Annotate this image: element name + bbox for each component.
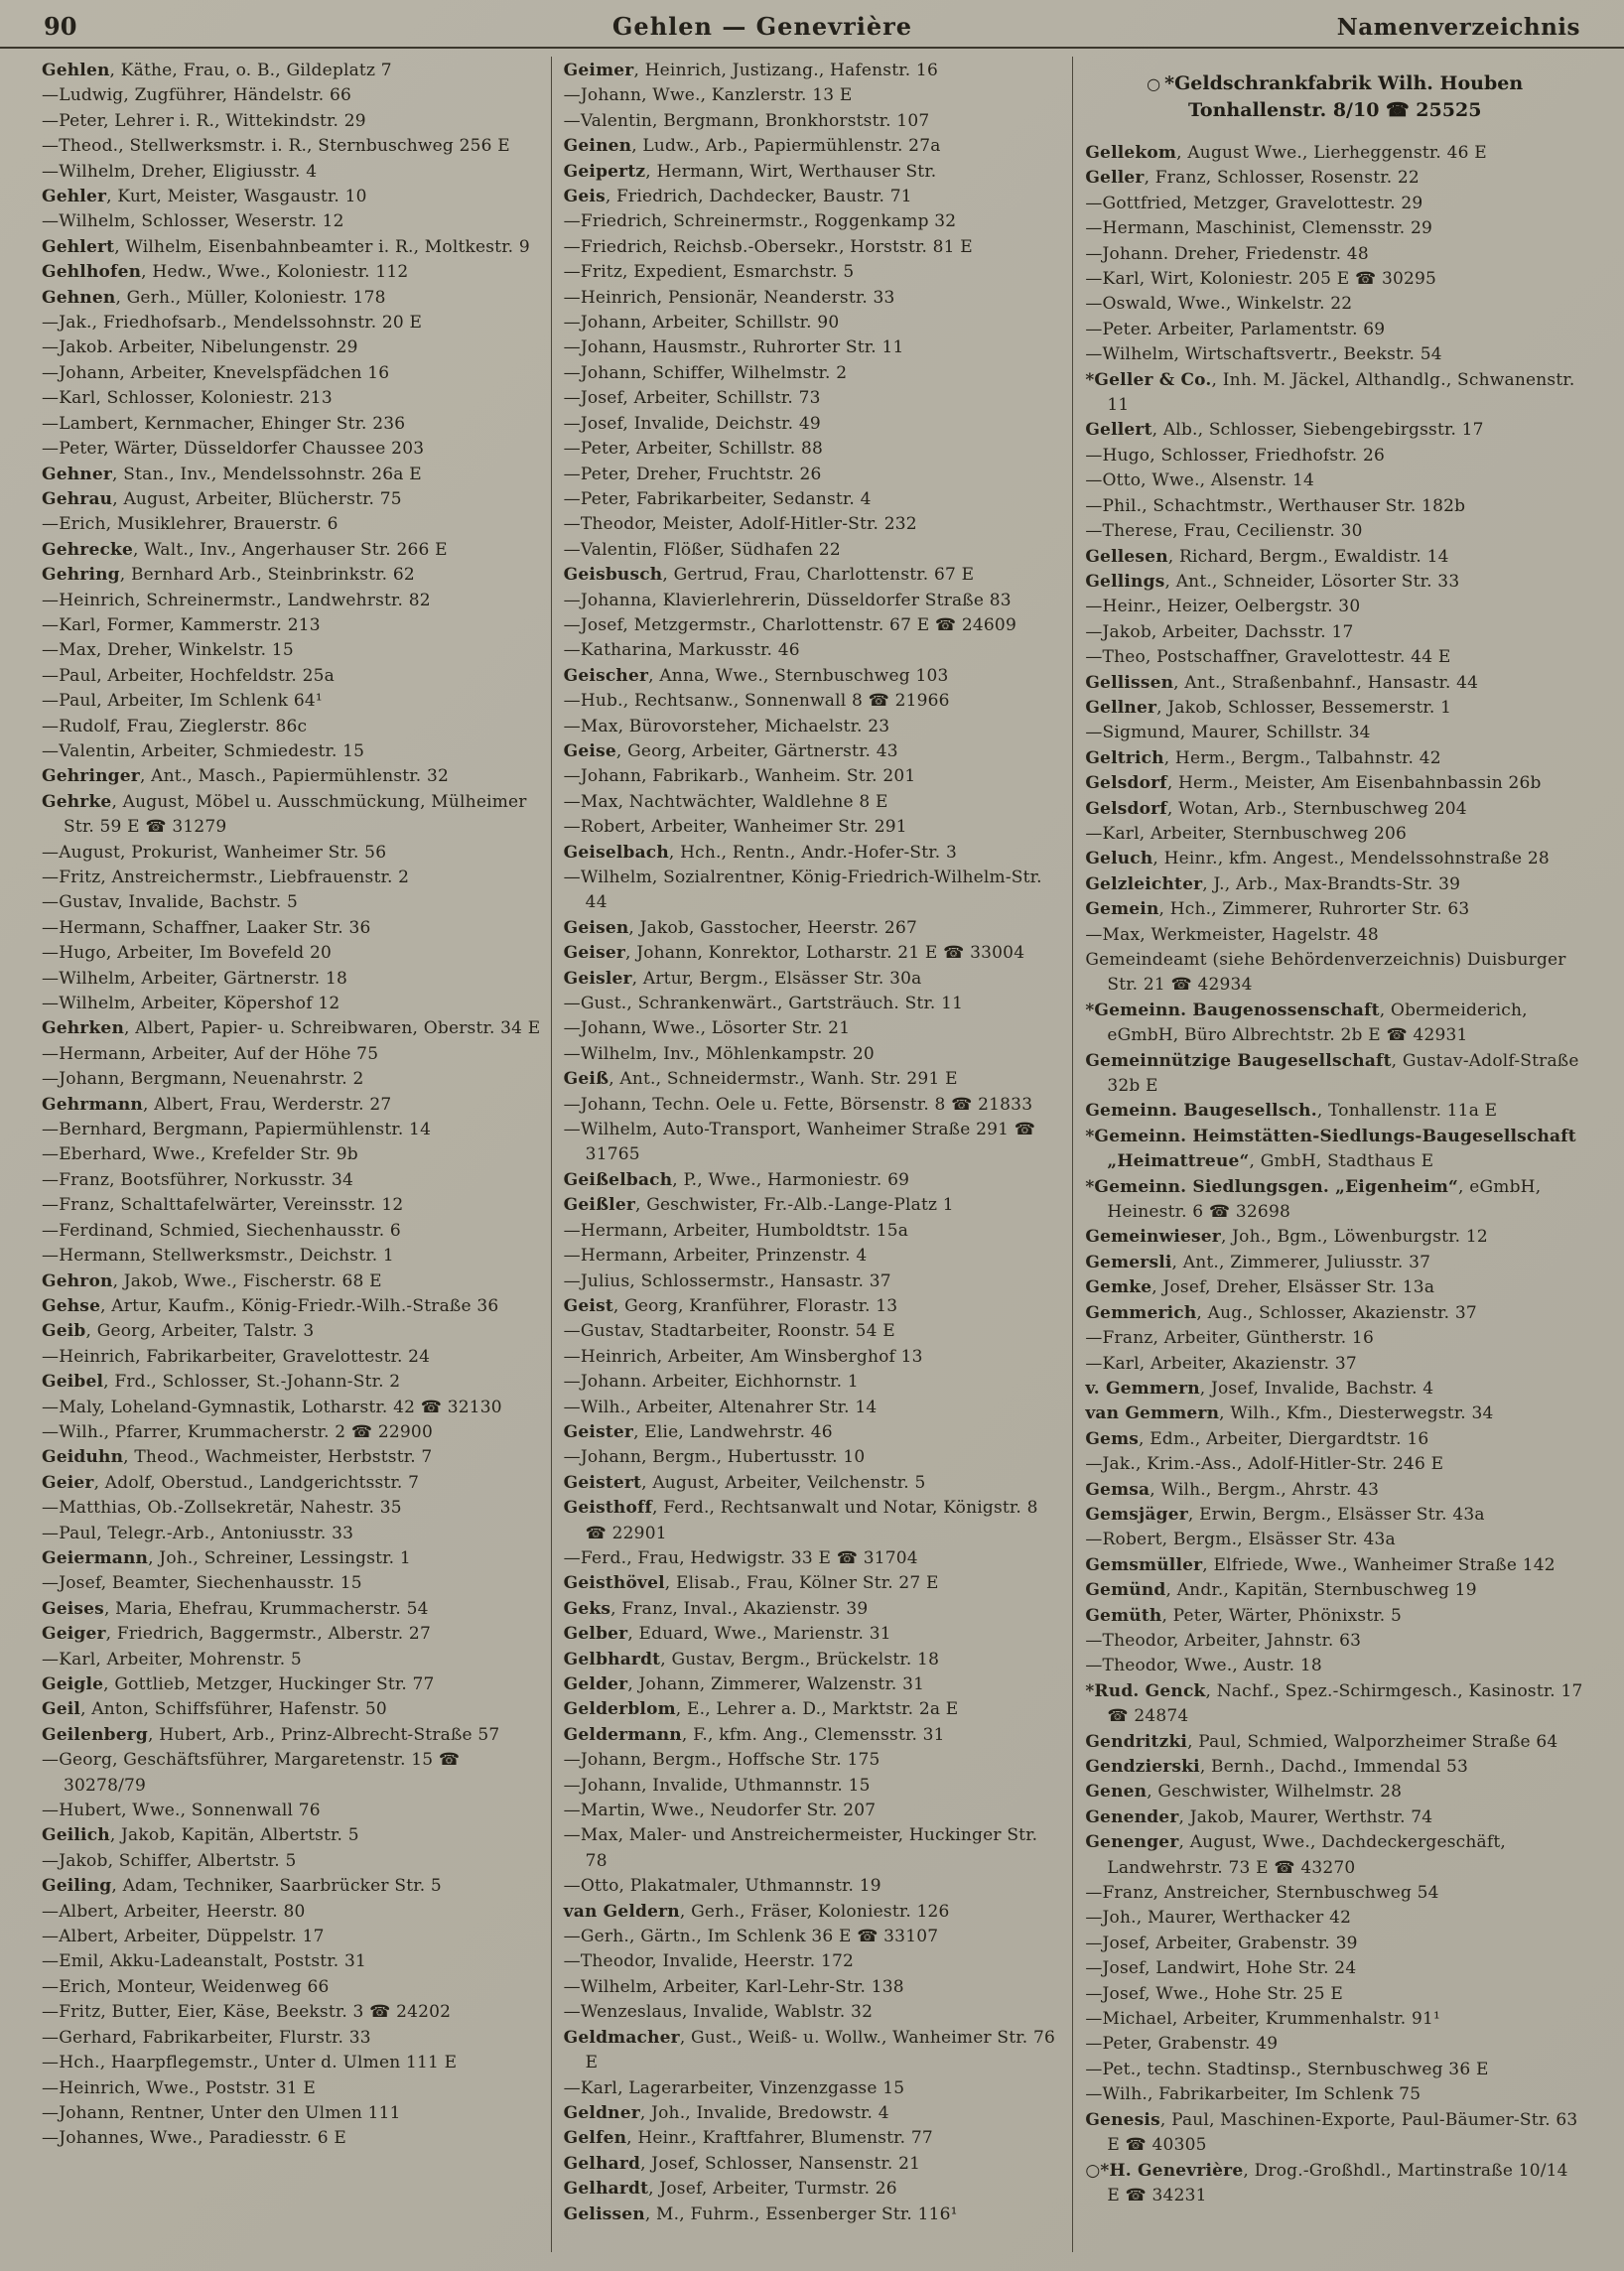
directory-entry: Gehrmann, Albert, Frau, Werderstr. 27	[42, 1094, 392, 1115]
directory-entry: —Johann, Arbeiter, Knevelspfädchen 16	[42, 362, 390, 383]
directory-entry: Genender, Jakob, Maurer, Werthstr. 74	[1085, 1806, 1433, 1827]
directory-entry: Geluch, Heinr., kfm. Angest., Mendelssohnstraße 28	[1085, 849, 1550, 869]
directory-entry: —Gustav, Stadtarbeiter, Roonstr. 54 E	[563, 1321, 895, 1342]
directory-entry: Geiser, Johann, Konrektor, Lotharstr. 21 E ☎ 33004	[563, 943, 1025, 964]
directory-entry: —Franz, Schalttafelwärter, Vereinsstr. 12	[42, 1195, 404, 1216]
directory-entry: —Fritz, Expedient, Esmarchstr. 5	[563, 262, 855, 283]
directory-entry: —Max, Bürovorsteher, Michaelstr. 23	[563, 716, 890, 736]
directory-entry: Gemersli, Ant., Zimmerer, Juliusstr. 37	[1085, 1252, 1431, 1272]
directory-entry: Gehring, Bernhard Arb., Steinbrinkstr. 62	[42, 565, 415, 586]
directory-entry: —Johann, Bergmann, Neuenahrstr. 2	[42, 1069, 364, 1090]
directory-entry: Geiermann, Joh., Schreiner, Lessingstr. 1	[42, 1547, 411, 1568]
directory-entry: Geisen, Jakob, Gasstocher, Heerstr. 267	[563, 917, 917, 938]
directory-entry: —Albert, Arbeiter, Heerstr. 80	[42, 1901, 306, 1922]
column-3-entries	[1085, 141, 1584, 2208]
directory-entry: —Theod., Stellwerksmstr. i. R., Sternbuschweg 256 E	[42, 136, 510, 157]
directory-entry: —Wilhelm, Arbeiter, Gärtnerstr. 18	[42, 968, 348, 989]
directory-entry: —Rudolf, Frau, Zieglerstr. 86c	[42, 716, 308, 736]
directory-entry: —Peter, Grabenstr. 49	[1085, 2034, 1279, 2055]
directory-entry: —Peter, Lehrer i. R., Wittekindstr. 29	[42, 110, 366, 131]
directory-entry: —Hub., Rechtsanw., Sonnenwall 8 ☎ 21966	[563, 691, 950, 712]
directory-entry: —Valentin, Flößer, Südhafen 22	[563, 539, 841, 560]
directory-entry: —Wilhelm, Sozialrentner, König-Friedrich-Wilhelm-Str. 44	[563, 868, 1042, 913]
directory-entry: Gelsdorf, Herm., Meister, Am Eisenbahnbassin 26b	[1085, 773, 1542, 794]
directory-entry: —Theo, Postschaffner, Gravelottestr. 44 E	[1085, 647, 1451, 668]
directory-entry: —Gerh., Gärtn., Im Schlenk 36 E ☎ 33107	[563, 1927, 939, 1947]
directory-entry: Geißler, Geschwister, Fr.-Alb.-Lange-Platz 1	[563, 1195, 954, 1216]
directory-entry: —Karl, Arbeiter, Mohrenstr. 5	[42, 1649, 302, 1670]
advertisement-address: Tonhallenstr. 8/10 ☎ 25525	[1187, 99, 1482, 121]
directory-entry: Geisthoff, Ferd., Rechtsanwalt und Notar, Königstr. 8 ☎ 22901	[563, 1498, 1038, 1543]
directory-entry: Gelhard, Josef, Schlosser, Nansenstr. 21	[563, 2153, 921, 2174]
directory-entry: —Josef, Wwe., Hohe Str. 25 E	[1085, 1983, 1344, 2004]
directory-entry: —Josef, Landwirt, Hohe Str. 24	[1085, 1958, 1357, 1979]
directory-entry: —Theodor, Meister, Adolf-Hitler-Str. 232	[563, 514, 917, 535]
directory-entry: —Fritz, Anstreichermstr., Liebfrauenstr. 2	[42, 868, 410, 887]
directory-entry: Geisler, Artur, Bergm., Elsässer Str. 30a	[563, 968, 922, 989]
directory-entry: Gelhardt, Josef, Arbeiter, Turmstr. 26	[563, 2179, 897, 2200]
directory-entry: Gelber, Eduard, Wwe., Marienstr. 31	[563, 1624, 891, 1645]
column-1	[30, 57, 551, 2252]
directory-entry: Geldmacher, Gust., Weiß- u. Wollw., Wanheimer Str. 76 E	[563, 2027, 1055, 2073]
directory-entry: Gemmerich, Aug., Schlosser, Akazienstr. 37	[1085, 1302, 1477, 1323]
directory-entry: *Gemeinn. Baugenossenschaft, Obermeiderich, eGmbH, Büro Albrechtstr. 2b E ☎ 42931	[1085, 1000, 1528, 1046]
directory-entry: —Johannes, Wwe., Paradiesstr. 6 E	[42, 2128, 346, 2149]
advertisement-line1	[1085, 70, 1584, 97]
directory-entry: —Oswald, Wwe., Winkelstr. 22	[1085, 294, 1353, 315]
directory-entry: van Geldern, Gerh., Fräser, Koloniestr. 126	[563, 1901, 950, 1922]
directory-entry: Geises, Maria, Ehefrau, Krummacherstr. 54	[42, 1598, 429, 1619]
page-number: 90	[44, 12, 77, 41]
directory-entry: Geks, Franz, Inval., Akazienstr. 39	[563, 1598, 869, 1619]
directory-entry: —Karl, Arbeiter, Akazienstr. 37	[1085, 1353, 1357, 1374]
directory-entry: Geldermann, F., kfm. Ang., Clemensstr. 31	[563, 1724, 945, 1745]
directory-entry: —Wilhelm, Inv., Möhlenkampstr. 20	[563, 1043, 875, 1064]
directory-entry: —Hermann, Arbeiter, Humboldtstr. 15a	[563, 1220, 909, 1241]
directory-entry: —Johann, Invalide, Uthmannstr. 15	[563, 1775, 871, 1796]
directory-entry: Geisbusch, Gertrud, Frau, Charlottenstr. 67 E	[563, 565, 975, 586]
directory-entry: —Johann, Rentner, Unter den Ulmen 111	[42, 2102, 401, 2123]
directory-entry: —Franz, Anstreicher, Sternbuschweg 54	[1085, 1883, 1439, 1904]
directory-entry: —Karl, Wirt, Koloniestr. 205 E ☎ 30295	[1085, 269, 1437, 290]
directory-entry: Geiselbach, Hch., Rentn., Andr.-Hofer-Str. 3	[563, 842, 957, 863]
directory-entry: —Wilhelm, Wirtschaftsvertr., Beekstr. 54	[1085, 344, 1442, 365]
directory-entry: —Ludwig, Zugführer, Händelstr. 66	[42, 85, 352, 106]
directory-entry: —Josef, Beamter, Siechenhausstr. 15	[42, 1573, 362, 1594]
directory-entry: —Heinrich, Fabrikarbeiter, Gravelottestr. 24	[42, 1346, 431, 1367]
directory-entry: Gemünd, Andr., Kapitän, Sternbuschweg 19	[1085, 1580, 1477, 1601]
directory-entry: —Robert, Arbeiter, Wanheimer Str. 291	[563, 817, 907, 838]
directory-entry: —Theodor, Wwe., Austr. 18	[1085, 1656, 1322, 1676]
directory-entry: Gelbhardt, Gustav, Bergm., Brückelstr. 18	[563, 1649, 940, 1670]
directory-entry: —Wilhelm, Arbeiter, Köpershof 12	[42, 994, 340, 1014]
directory-entry: —Valentin, Arbeiter, Schmiedestr. 15	[42, 740, 365, 761]
directory-entry: Geltrich, Herm., Bergm., Talbahnstr. 42	[1085, 747, 1441, 768]
directory-entry: Geldner, Joh., Invalide, Bredowstr. 4	[563, 2102, 889, 2123]
directory-entry: —Georg, Geschäftsführer, Margaretenstr. 15 ☎ 30278/79	[42, 1750, 461, 1796]
directory-entry: —Johanna, Klavierlehrerin, Düsseldorfer Straße 83	[563, 590, 1012, 610]
directory-entry: —Jakob, Arbeiter, Dachsstr. 17	[1085, 621, 1354, 642]
directory-entry: —Johann, Wwe., Lösorter Str. 21	[563, 1018, 851, 1039]
directory-entry: Gellissen, Ant., Straßenbahnf., Hansastr. 44	[1085, 672, 1479, 693]
directory-entry: —Jak., Krim.-Ass., Adolf-Hitler-Str. 246 E	[1085, 1454, 1444, 1475]
directory-entry: —Heinrich, Arbeiter, Am Winsberghof 13	[563, 1346, 923, 1367]
directory-entry: —Hugo, Arbeiter, Im Bovefeld 20	[42, 943, 332, 964]
directory-entry: —Wilh., Fabrikarbeiter, Im Schlenk 75	[1085, 2084, 1421, 2105]
directory-entry: —Joh., Maurer, Werthacker 42	[1085, 1908, 1352, 1929]
directory-entry: —Ferd., Frau, Hedwigstr. 33 E ☎ 31704	[563, 1547, 918, 1568]
directory-entry: —Max, Nachtwächter, Waldlehne 8 E	[563, 791, 888, 812]
directory-entry: Geischer, Anna, Wwe., Sternbuschweg 103	[563, 665, 949, 686]
directory-entry: Gehler, Kurt, Meister, Wasgaustr. 10	[42, 187, 367, 207]
directory-entry: —Heinr., Heizer, Oelbergstr. 30	[1085, 597, 1361, 617]
directory-entry: —Peter. Arbeiter, Parlamentstr. 69	[1085, 319, 1386, 339]
directory-entry: Gehron, Jakob, Wwe., Fischerstr. 68 E	[42, 1270, 382, 1291]
directory-entry: —Max, Dreher, Winkelstr. 15	[42, 640, 294, 661]
directory-entry: Gellesen, Richard, Bergm., Ewaldistr. 14	[1085, 546, 1449, 567]
directory-entry: —August, Prokurist, Wanheimer Str. 56	[42, 842, 387, 863]
directory-entry: —Albert, Arbeiter, Düppelstr. 17	[42, 1927, 325, 1947]
directory-entry: —Josef, Metzgermstr., Charlottenstr. 67 E ☎ 24609	[563, 614, 1016, 635]
directory-entry: —Hermann, Arbeiter, Prinzenstr. 4	[563, 1246, 868, 1267]
directory-entry: —Matthias, Ob.-Zollsekretär, Nahestr. 35	[42, 1498, 402, 1519]
directory-entry: Genen, Geschwister, Wilhelmstr. 28	[1085, 1782, 1403, 1803]
directory-entry: Gelder, Johann, Zimmerer, Walzenstr. 31	[563, 1674, 925, 1694]
directory-entry: Geister, Elie, Landwehrstr. 46	[563, 1421, 833, 1442]
directory-entry: Gemke, Josef, Dreher, Elsässer Str. 13a	[1085, 1277, 1435, 1298]
directory-entry: —Heinrich, Wwe., Poststr. 31 E	[42, 2077, 317, 2098]
directory-entry: —Therese, Frau, Cecilienstr. 30	[1085, 521, 1363, 542]
directory-entry: Geiger, Friedrich, Baggermstr., Alberstr. 27	[42, 1624, 431, 1645]
directory-entry: Geiduhn, Theod., Wachmeister, Herbststr. 7	[42, 1447, 433, 1468]
directory-entry: Geibel, Frd., Schlosser, St.-Johann-Str. 2	[42, 1372, 401, 1393]
directory-entry: —Pet., techn. Stadtinsp., Sternbuschweg 36 E	[1085, 2059, 1489, 2079]
directory-entry: Geib, Georg, Arbeiter, Talstr. 3	[42, 1321, 315, 1342]
directory-entry: Geistert, August, Arbeiter, Veilchenstr. 5	[563, 1472, 926, 1493]
directory-entry: Gemeinwieser, Joh., Bgm., Löwenburgstr. 12	[1085, 1227, 1488, 1248]
directory-entry: —Johann, Arbeiter, Schillstr. 90	[563, 313, 840, 334]
directory-entry: —Heinrich, Schreinermstr., Landwehrstr. 82	[42, 590, 431, 610]
directory-entry: —Hermann, Arbeiter, Auf der Höhe 75	[42, 1043, 379, 1064]
directory-entry: —Wilh., Arbeiter, Altenahrer Str. 14	[563, 1397, 878, 1417]
directory-entry: —Katharina, Markusstr. 46	[563, 640, 800, 661]
directory-entry: Gelissen, M., Fuhrm., Essenberger Str. 116¹	[563, 2204, 958, 2224]
directory-entry: —Karl, Lagerarbeiter, Vinzenzgasse 15	[563, 2077, 905, 2098]
directory-entry: —Jakob. Arbeiter, Nibelungenstr. 29	[42, 337, 358, 358]
directory-entry: —Max, Maler- und Anstreichermeister, Huckinger Str. 78	[563, 1825, 1038, 1871]
directory-entry: —Hugo, Schlosser, Friedhofstr. 26	[1085, 445, 1386, 466]
directory-entry: —Johann, Wwe., Kanzlerstr. 13 E	[563, 85, 853, 106]
directory-entry: Gemsmüller, Elfriede, Wwe., Wanheimer Straße 142	[1085, 1554, 1556, 1575]
directory-entry: Gelderblom, E., Lehrer a. D., Marktstr. 2a E	[563, 1699, 959, 1720]
directory-entry: —Karl, Arbeiter, Sternbuschweg 206	[1085, 823, 1408, 844]
directory-entry: Geise, Georg, Arbeiter, Gärtnerstr. 43	[563, 740, 898, 761]
directory-entry: *Rud. Genck, Nachf., Spez.-Schirmgesch., Kasinostr. 17 ☎ 24874	[1085, 1680, 1583, 1727]
directory-entry: Geller, Franz, Schlosser, Rosenstr. 22	[1085, 168, 1420, 189]
directory-entry: Gellner, Jakob, Schlosser, Bessemerstr. 1	[1085, 697, 1452, 718]
directory-entry: —Friedrich, Schreinermstr., Roggenkamp 32	[563, 211, 957, 232]
directory-entry: —Theodor, Arbeiter, Jahnstr. 63	[1085, 1630, 1362, 1651]
directory-entry: —Josef, Arbeiter, Grabenstr. 39	[1085, 1933, 1358, 1953]
directory-entry: —Theodor, Invalide, Heerstr. 172	[563, 1951, 855, 1972]
directory-entry: —Wilhelm, Auto-Transport, Wanheimer Straße 291 ☎ 31765	[563, 1120, 1036, 1165]
column-2	[551, 57, 1073, 2252]
directory-entry: Gehrke, August, Möbel u. Ausschmückung, Mülheimer Str. 59 E ☎ 31279	[42, 791, 527, 838]
directory-entry: *Geller & Co., Inh. M. Jäckel, Althandlg., Schwanenstr. 11	[1085, 369, 1575, 416]
directory-entry: —Josef, Arbeiter, Schillstr. 73	[563, 388, 821, 409]
directory-entry: —Peter, Arbeiter, Schillstr. 88	[563, 439, 823, 460]
directory-entry: —Gerhard, Fabrikarbeiter, Flurstr. 33	[42, 2027, 371, 2048]
directory-entry: —Hermann, Stellwerksmstr., Deichstr. 1	[42, 1246, 394, 1267]
advertisement-company: *Geldschrankfabrik Wilh. Houben	[1164, 72, 1524, 94]
directory-entry: ○*H. Genevrière, Drog.-Großhdl., Martinstraße 10/14 E ☎ 34231	[1085, 2160, 1568, 2205]
directory-entry: —Emil, Akku-Ladeanstalt, Poststr. 31	[42, 1951, 366, 1972]
directory-entry: Geiling, Adam, Techniker, Saarbrücker Str. 5	[42, 1876, 442, 1897]
directory-entry: —Hermann, Maschinist, Clemensstr. 29	[1085, 218, 1433, 239]
directory-entry: Gemsjäger, Erwin, Bergm., Elsässer Str. 43a	[1085, 1504, 1485, 1525]
directory-entry: —Gustav, Invalide, Bachstr. 5	[42, 892, 298, 913]
directory-entry: Geinen, Ludw., Arb., Papiermühlenstr. 27a	[563, 136, 941, 157]
page-title: Gehlen — Genevrière	[611, 12, 913, 41]
directory-entry: —Erich, Musiklehrer, Brauerstr. 6	[42, 514, 338, 535]
directory-entry: Gemeindeamt (siehe Behördenverzeichnis) Duisburger Str. 21 ☎ 42934	[1085, 950, 1566, 996]
directory-entry: Geilich, Jakob, Kapitän, Albertstr. 5	[42, 1825, 359, 1846]
directory-entry: Genenger, August, Wwe., Dachdeckergeschäft, Landwehrstr. 73 E ☎ 43270	[1085, 1832, 1506, 1878]
directory-entry: —Gust., Schrankenwärt., Gartsträuch. Str. 11	[563, 994, 964, 1014]
directory-entry: —Johann, Schiffer, Wilhelmstr. 2	[563, 362, 848, 383]
directory-entry: —Michael, Arbeiter, Krummenhalstr. 91¹	[1085, 2009, 1441, 2030]
directory-entry: —Sigmund, Maurer, Schillstr. 34	[1085, 723, 1371, 743]
section-label: Namenverzeichnis	[1336, 14, 1580, 41]
directory-entry: —Josef, Invalide, Deichstr. 49	[563, 413, 821, 434]
directory-entry: *Gemeinn. Siedlungsgen. „Eigenheim“, eGmbH, Heinestr. 6 ☎ 32698	[1085, 1176, 1542, 1223]
directory-entry: —Jakob, Schiffer, Albertstr. 5	[42, 1850, 297, 1871]
directory-entry: Gehringer, Ant., Masch., Papiermühlenstr. 32	[42, 766, 449, 787]
directory-entry: Gehnen, Gerh., Müller, Koloniestr. 178	[42, 287, 386, 308]
directory-entry: —Wenzeslaus, Invalide, Wablstr. 32	[563, 2002, 874, 2023]
directory-entry: Gehlen, Käthe, Frau, o. B., Gildeplatz 7	[42, 61, 392, 80]
directory-entry: —Wilhelm, Dreher, Eligiusstr. 4	[42, 161, 318, 182]
directory-content	[0, 49, 1624, 2252]
directory-entry: Gems, Edm., Arbeiter, Diergardtstr. 16	[1085, 1428, 1429, 1449]
directory-entry: —Julius, Schlossermstr., Hansastr. 37	[563, 1270, 891, 1291]
directory-entry: —Franz, Arbeiter, Güntherstr. 16	[1085, 1328, 1374, 1349]
column-3	[1072, 57, 1594, 2252]
directory-entry: Gendzierski, Bernh., Dachd., Immendal 53	[1085, 1757, 1469, 1777]
directory-entry: —Franz, Bootsführer, Norkusstr. 34	[42, 1169, 353, 1190]
directory-entry: Geist, Georg, Kranführer, Florastr. 13	[563, 1295, 898, 1316]
directory-entry: van Gemmern, Wilh., Kfm., Diesterwegstr. 34	[1085, 1403, 1494, 1424]
directory-entry: Geipertz, Hermann, Wirt, Werthauser Str.	[563, 161, 937, 182]
directory-entry: —Bernhard, Bergmann, Papiermühlenstr. 14	[42, 1120, 432, 1140]
directory-entry: —Johann, Hausmstr., Ruhrorter Str. 11	[563, 337, 904, 358]
directory-entry: —Eberhard, Wwe., Krefelder Str. 9b	[42, 1144, 358, 1165]
directory-entry: —Heinrich, Pensionär, Neanderstr. 33	[563, 287, 895, 308]
directory-entry: *Gemeinn. Heimstätten-Siedlungs-Baugesellschaft „Heimattreue“, GmbH, Stadthaus E	[1085, 1126, 1576, 1172]
directory-entry: Geißelbach, P., Wwe., Harmoniestr. 69	[563, 1169, 910, 1190]
directory-entry: —Wilh., Pfarrer, Krummacherstr. 2 ☎ 22900	[42, 1421, 433, 1442]
directory-entry: —Karl, Schlosser, Koloniestr. 213	[42, 388, 333, 409]
directory-entry: Gelsdorf, Wotan, Arb., Sternbuschweg 204	[1085, 798, 1467, 819]
directory-entry: Gemüth, Peter, Wärter, Phönixstr. 5	[1085, 1605, 1403, 1626]
directory-entry: Gehlert, Wilhelm, Eisenbahnbeamter i. R., Moltkestr. 9	[42, 236, 530, 257]
directory-entry: Gelzleichter, J., Arb., Max-Brandts-Str. 39	[1085, 873, 1461, 894]
directory-entry: Gehner, Stan., Inv., Mendelssohnstr. 26a E	[42, 464, 422, 484]
directory-entry: Gehrken, Albert, Papier- u. Schreibwaren, Oberstr. 34 E	[42, 1018, 541, 1039]
page-header	[0, 0, 1624, 49]
advertisement	[1085, 59, 1584, 141]
directory-entry: —Otto, Plakatmaler, Uthmannstr. 19	[563, 1876, 881, 1897]
directory-entry: —Paul, Arbeiter, Im Schlenk 64¹	[42, 691, 323, 712]
directory-entry: Gehlhofen, Hedw., Wwe., Koloniestr. 112	[42, 262, 409, 283]
directory-entry: Gendritzki, Paul, Schmied, Walporzheimer Straße 64	[1085, 1731, 1558, 1752]
directory-entry: —Fritz, Butter, Eier, Käse, Beekstr. 3 ☎ 24202	[42, 2002, 452, 2023]
directory-entry: Gemeinnützige Baugesellschaft, Gustav-Adolf-Straße 32b E	[1085, 1050, 1579, 1097]
directory-entry: Geigle, Gottlieb, Metzger, Huckinger Str. 77	[42, 1674, 435, 1694]
directory-entry: Gellings, Ant., Schneider, Lösorter Str. 33	[1085, 571, 1460, 592]
safe-maker-logo-icon: ○	[1147, 74, 1161, 93]
directory-entry: —Otto, Wwe., Alsenstr. 14	[1085, 470, 1314, 491]
directory-entry: —Hermann, Schaffner, Laaker Str. 36	[42, 917, 371, 938]
directory-entry: —Wilhelm, Arbeiter, Karl-Lehr-Str. 138	[563, 1976, 904, 1997]
directory-entry: Geiß, Ant., Schneidermstr., Wanh. Str. 291 E	[563, 1069, 958, 1090]
directory-entry: Geier, Adolf, Oberstud., Landgerichtsstr. 7	[42, 1472, 420, 1493]
directory-entry: Gellert, Alb., Schlosser, Siebengebirgsstr. 17	[1085, 420, 1484, 441]
directory-entry: Geisthövel, Elisab., Frau, Kölner Str. 27 E	[563, 1573, 939, 1594]
directory-entry: Gehrau, August, Arbeiter, Blücherstr. 75	[42, 488, 402, 509]
directory-entry: Gemsa, Wilh., Bergm., Ahrstr. 43	[1085, 1479, 1380, 1500]
directory-entry: —Gottfried, Metzger, Gravelottestr. 29	[1085, 193, 1423, 213]
directory-entry: Geis, Friedrich, Dachdecker, Baustr. 71	[563, 187, 912, 207]
directory-entry: Gemeinn. Baugesellsch., Tonhallenstr. 11a E	[1085, 1101, 1498, 1122]
directory-entry: —Paul, Arbeiter, Hochfeldstr. 25a	[42, 665, 335, 686]
directory-entry: —Hubert, Wwe., Sonnenwall 76	[42, 1801, 321, 1821]
directory-entry: —Hch., Haarpflegemstr., Unter d. Ulmen 111 E	[42, 2053, 458, 2073]
directory-entry: —Robert, Bergm., Elsässer Str. 43a	[1085, 1530, 1396, 1550]
directory-entry: Gellekom, August Wwe., Lierheggenstr. 46 E	[1085, 143, 1487, 163]
directory-entry: —Phil., Schachtmstr., Werthauser Str. 182b	[1085, 495, 1466, 516]
directory-entry: Genesis, Paul, Maschinen-Exporte, Paul-Bäumer-Str. 63 E ☎ 40305	[1085, 2109, 1578, 2156]
directory-entry: v. Gemmern, Josef, Invalide, Bachstr. 4	[1085, 1378, 1434, 1399]
directory-entry: —Peter, Wärter, Düsseldorfer Chaussee 203	[42, 439, 425, 460]
directory-entry: —Friedrich, Reichsb.-Obersekr., Horststr. 81 E	[563, 236, 973, 257]
directory-entry: —Erich, Monteur, Weidenweg 66	[42, 1976, 330, 1997]
directory-entry: —Jak., Friedhofsarb., Mendelssohnstr. 20 E	[42, 313, 423, 334]
directory-entry: —Johann. Arbeiter, Eichhornstr. 1	[563, 1372, 859, 1393]
directory-entry: —Johann, Fabrikarb., Wanheim. Str. 201	[563, 766, 916, 787]
directory-entry: —Valentin, Bergmann, Bronkhorststr. 107	[563, 110, 930, 131]
directory-entry: Geilenberg, Hubert, Arb., Prinz-Albrecht-Straße 57	[42, 1724, 500, 1745]
directory-entry: —Wilhelm, Schlosser, Weserstr. 12	[42, 211, 344, 232]
directory-entry: Gehse, Artur, Kaufm., König-Friedr.-Wilh.-Straße 36	[42, 1295, 499, 1316]
directory-entry: Geimer, Heinrich, Justizang., Hafenstr. 16	[563, 61, 938, 80]
directory-entry: —Peter, Dreher, Fruchtstr. 26	[563, 464, 822, 484]
directory-entry: —Paul, Telegr.-Arb., Antoniusstr. 33	[42, 1523, 354, 1543]
directory-entry: —Karl, Former, Kammerstr. 213	[42, 614, 321, 635]
directory-entry: Gelfen, Heinr., Kraftfahrer, Blumenstr. 77	[563, 2128, 933, 2149]
directory-entry: —Johann. Dreher, Friedenstr. 48	[1085, 243, 1369, 264]
directory-entry: Gemein, Hch., Zimmerer, Ruhrorter Str. 63	[1085, 899, 1470, 920]
directory-entry: —Max, Werkmeister, Hagelstr. 48	[1085, 924, 1379, 945]
directory-entry: —Johann, Techn. Oele u. Fette, Börsenstr. 8 ☎ 21833	[563, 1094, 1033, 1115]
directory-entry: —Maly, Loheland-Gymnastik, Lotharstr. 42 ☎ 32130	[42, 1397, 502, 1417]
directory-entry: —Johann, Bergm., Hoffsche Str. 175	[563, 1750, 880, 1771]
directory-entry: —Martin, Wwe., Neudorfer Str. 207	[563, 1801, 877, 1821]
directory-entry: —Lambert, Kernmacher, Ehinger Str. 236	[42, 413, 406, 434]
directory-entry: —Johann, Bergm., Hubertusstr. 10	[563, 1447, 866, 1468]
directory-entry: Gehrecke, Walt., Inv., Angerhauser Str. 266 E	[42, 539, 448, 560]
directory-entry: Geil, Anton, Schiffsführer, Hafenstr. 50	[42, 1699, 387, 1720]
directory-entry: —Ferdinand, Schmied, Siechenhausstr. 6	[42, 1220, 401, 1241]
directory-entry: —Peter, Fabrikarbeiter, Sedanstr. 4	[563, 488, 872, 509]
